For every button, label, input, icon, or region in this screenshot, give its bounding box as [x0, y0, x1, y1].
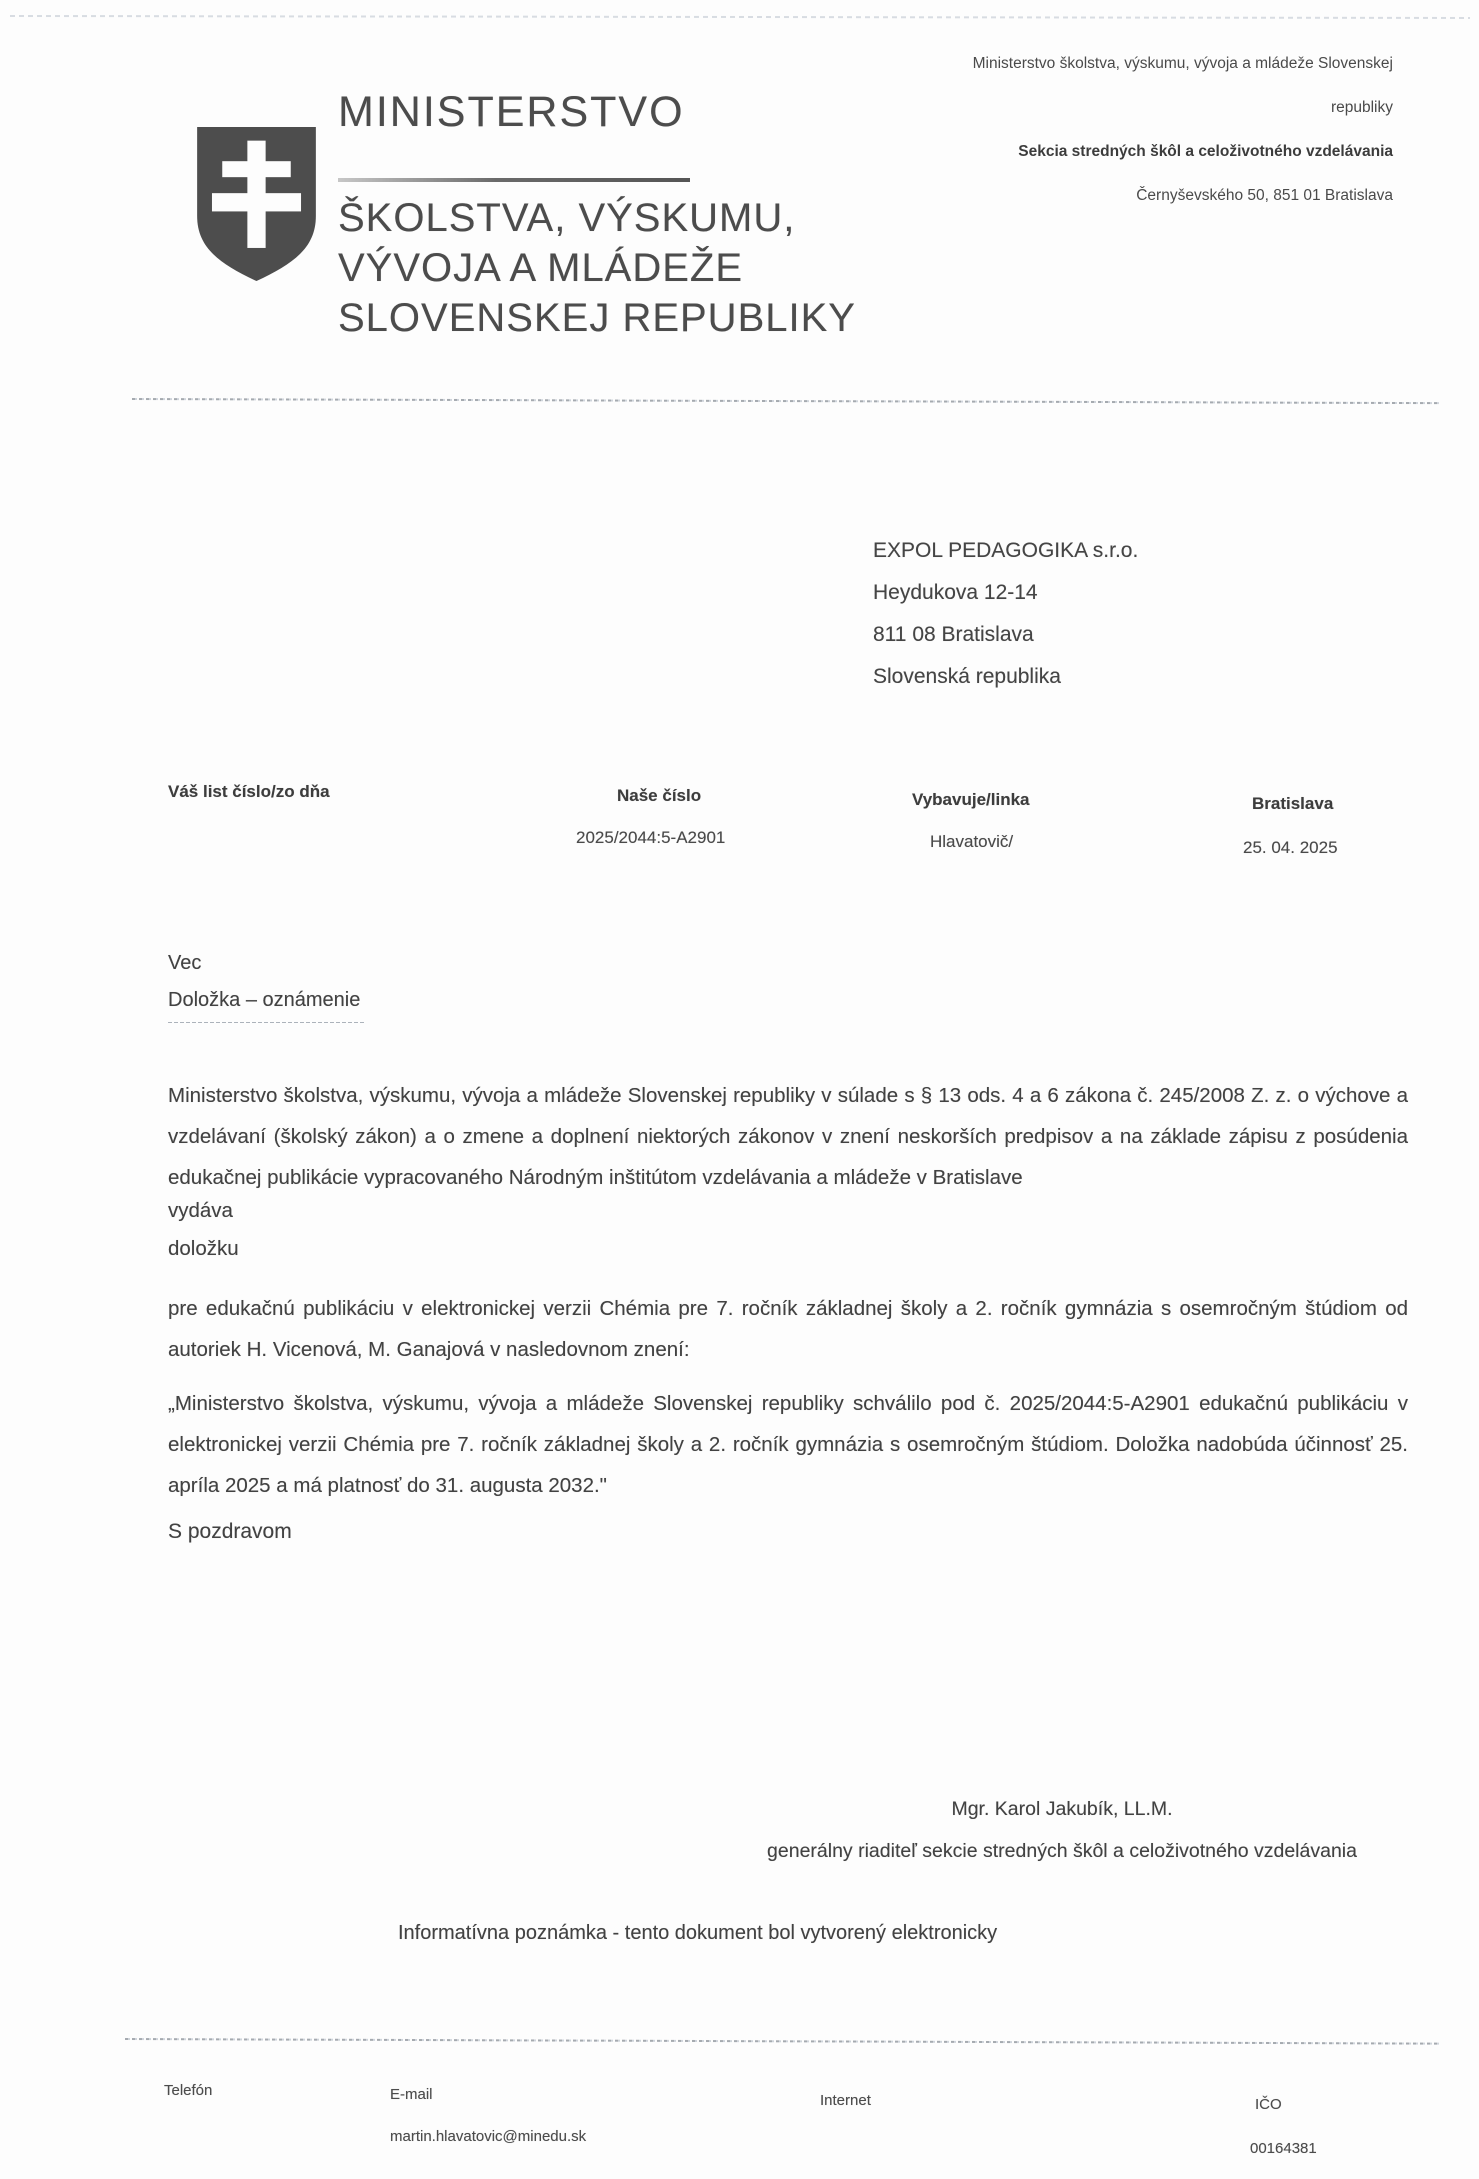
- footer-internet-label: Internet: [820, 2092, 871, 2109]
- recipient-street: Heydukova 12-14: [873, 581, 1038, 604]
- signatory-name: Mgr. Karol Jakubík, LL.M.: [951, 1798, 1173, 1820]
- ministry-logo-line2: ŠKOLSTVA, VÝSKUMU,: [338, 196, 796, 240]
- subject-label: Vec: [168, 952, 202, 974]
- ministry-logo-line4: SLOVENSKEJ REPUBLIKY: [338, 296, 856, 340]
- sender-contact-block: [633, 55, 1393, 231]
- scan-artifact-line: [10, 15, 1470, 19]
- ref-date-value: 25. 04. 2025: [1243, 838, 1338, 857]
- issues-block: [168, 1192, 239, 1268]
- footer-email-label: E-mail: [390, 2086, 433, 2103]
- body-paragraph-3: „Ministerstvo školstva, výskumu, vývoja a mládeže Slovenskej republiky schválilo pod č. 2025/2044:5-A2901 edukačnú publikáciu v elektronickej verzii Chémia pre 7. ročník základnej školy a 2. ročník gymnázia s osemročným štúdiom. Doložka nadobúda účinnosť 25. apríla 2025 a má platnosť do 31. augusta 2032.": [168, 1392, 1408, 1497]
- sender-section-name: Sekcia stredných škôl a celoživotného vzdelávania: [1018, 143, 1393, 160]
- footer-ico-label: IČO: [1255, 2096, 1282, 2113]
- footer-telephone-label: Telefón: [164, 2082, 213, 2099]
- recipient-name: EXPOL PEDAGOGIKA s.r.o.: [873, 539, 1139, 562]
- footer-divider: [125, 2038, 1440, 2045]
- ref-our-number-value: 2025/2044:5-A2901: [576, 828, 726, 847]
- closing-salutation: S pozdravom: [168, 1520, 292, 1543]
- subject-underline: [168, 1022, 364, 1023]
- ministry-logo-line3: VÝVOJA A MLÁDEŽE: [338, 246, 744, 290]
- recipient-country: Slovenská republika: [873, 665, 1061, 688]
- ref-handled-by-label: Vybavuje/linka: [912, 790, 1030, 809]
- issues-word: vydáva: [168, 1199, 233, 1222]
- recipient-address-block: [873, 530, 1138, 698]
- ministry-logo-title: MINISTERSTVO: [338, 88, 685, 136]
- ref-handled-by-value: Hlavatovič/: [930, 832, 1014, 851]
- signatory-title: generálny riaditeľ sekcie stredných škôl a celoživotného vzdelávania: [767, 1840, 1357, 1862]
- issues-object: doložku: [168, 1237, 239, 1260]
- body-paragraph-1: Ministerstvo školstva, výskumu, vývoja a mládeže Slovenskej republiky v súlade s § 13 ods. 4 a 6 zákona č. 245/2008 Z. z. o výchove a vzdelávaní (školský zákon) a o zmene a doplnení niektorých zákonov v znení neskorších predpisov a na základe zápisu z posúdenia edukačnej publikácie vypracovaného Národným inštitútom vzdelávania a mládeže v Bratislave: [168, 1084, 1408, 1189]
- recipient-city: 811 08 Bratislava: [873, 623, 1034, 646]
- subject-block: [168, 945, 360, 1019]
- body-paragraph-2: pre edukačnú publikáciu v elektronickej verzii Chémia pre 7. ročník základnej školy a 2. ročník gymnázia s osemročným štúdiom od autoriek H. Vicenová, M. Ganajová v nasledovnom znení:: [168, 1297, 1408, 1361]
- sender-org-line1: Ministerstvo školstva, výskumu, vývoja a mládeže Slovenskej: [972, 55, 1393, 72]
- header-divider: [132, 398, 1440, 404]
- signature-block: [718, 1788, 1406, 1872]
- footer-ico-value: 00164381: [1250, 2140, 1317, 2157]
- ref-place-label: Bratislava: [1252, 794, 1334, 813]
- footer-email-value: martin.hlavatovic@minedu.sk: [390, 2128, 587, 2145]
- slovak-coat-of-arms-icon: [188, 120, 325, 293]
- ref-your-letter-label: Váš list číslo/zo dňa: [168, 782, 330, 801]
- ref-our-number-label: Naše číslo: [617, 786, 702, 805]
- sender-section-address: Černyševského 50, 851 01 Bratislava: [1136, 187, 1393, 204]
- sender-org-line2: republiky: [1330, 99, 1393, 116]
- informational-note: Informatívna poznámka - tento dokument bol vytvorený elektronicky: [398, 1922, 998, 1944]
- subject-value: Doložka – oznámenie: [168, 989, 361, 1011]
